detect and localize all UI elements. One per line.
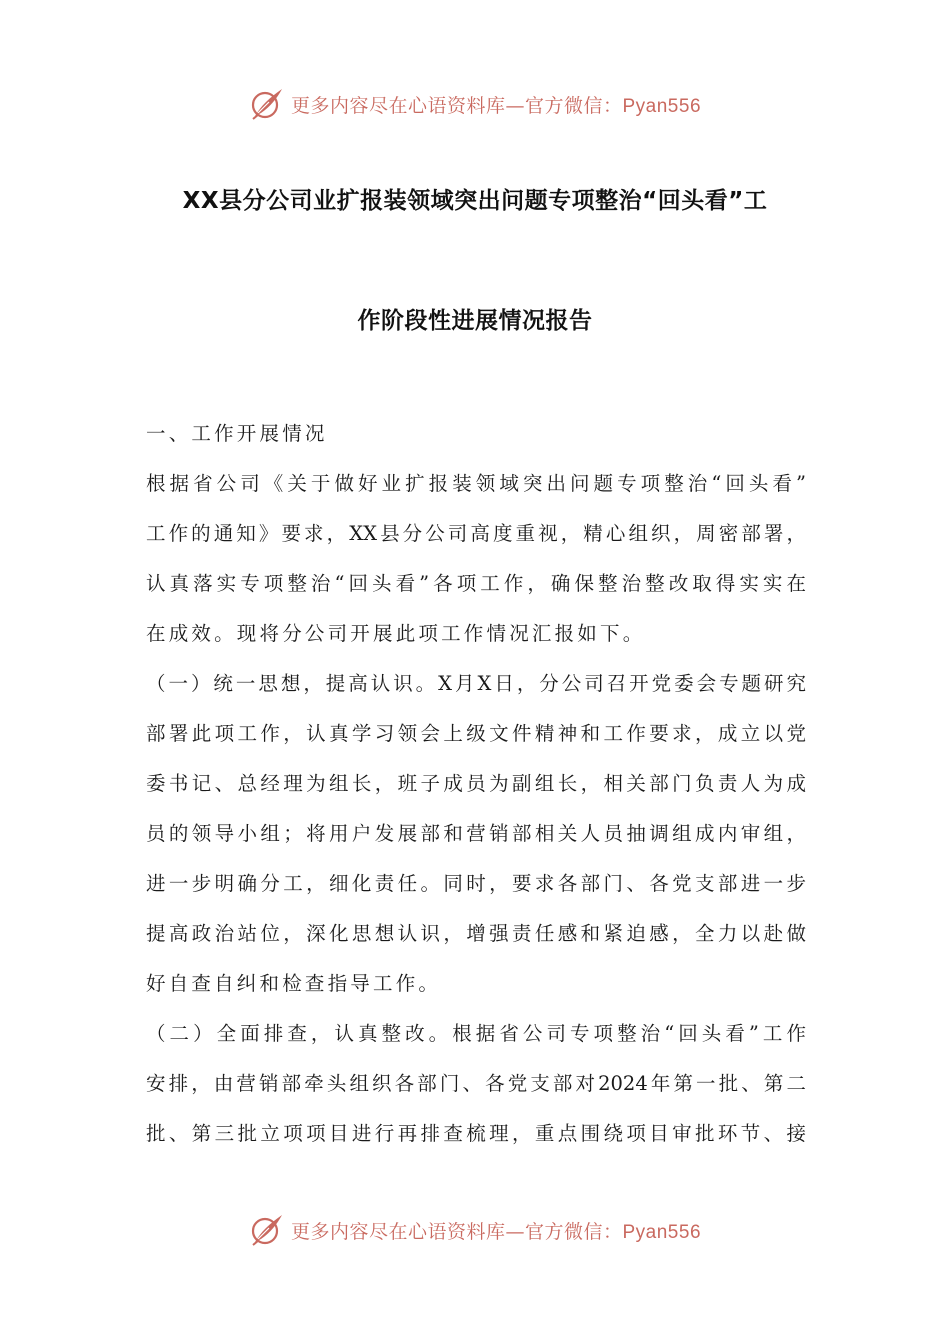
watermark-text: 更多内容尽在心语资料库—官方微信：Pyan556: [290, 1220, 702, 1243]
section-heading: 一、工作开展情况: [146, 422, 328, 445]
body-line: （二）全面排查，认真整改。根据省公司专项整治“回头看”工作: [146, 1022, 806, 1045]
footer-watermark-banner: [0, 1206, 950, 1254]
watermark-text: 更多内容尽在心语资料库—官方微信：Pyan556: [290, 94, 702, 117]
body-line: 提高政治站位，深化思想认识，增强责任感和紧迫感，全力以赴做: [146, 922, 806, 945]
body-line: 认真落实专项整治“回头看”各项工作，确保整治整改取得实实在: [146, 572, 806, 595]
body-line: 工作的通知》要求，XX县分公司高度重视，精心组织，周密部署，: [146, 522, 806, 545]
body-line: 好自查自纠和检查指导工作。: [146, 972, 442, 995]
document-title-line-1: XX县分公司业扩报装领域突出问题专项整治“回头看”工: [182, 188, 768, 214]
quill-pen-icon: [249, 86, 285, 122]
body-line: 批、第三批立项项目进行再排查梳理，重点围绕项目审批环节、接: [146, 1122, 806, 1145]
body-line: 根据省公司《关于做好业扩报装领域突出问题专项整治“回头看”: [146, 472, 806, 495]
quill-pen-icon: [249, 1212, 285, 1248]
document-title-line-2: 作阶段性进展情况报告: [357, 308, 593, 334]
body-line: 进一步明确分工，细化责任。同时，要求各部门、各党支部进一步: [146, 872, 806, 895]
body-line: 在成效。现将分公司开展此项工作情况汇报如下。: [146, 622, 646, 645]
document-body: [146, 414, 806, 1164]
body-line: 安排，由营销部牵头组织各部门、各党支部对2024年第一批、第二: [146, 1072, 806, 1095]
body-line: （一）统一思想，提高认识。X月X日，分公司召开党委会专题研究: [146, 672, 806, 695]
body-line: 员的领导小组；将用户发展部和营销部相关人员抽调组成内审组，: [146, 822, 806, 845]
body-line: 委书记、总经理为组长，班子成员为副组长，相关部门负责人为成: [146, 772, 806, 795]
wechat-id: Pyan556: [622, 95, 702, 117]
wechat-id: Pyan556: [622, 1221, 702, 1243]
header-watermark-banner: [0, 80, 950, 128]
body-line: 部署此项工作，认真学习领会上级文件精神和工作要求，成立以党: [146, 722, 806, 745]
